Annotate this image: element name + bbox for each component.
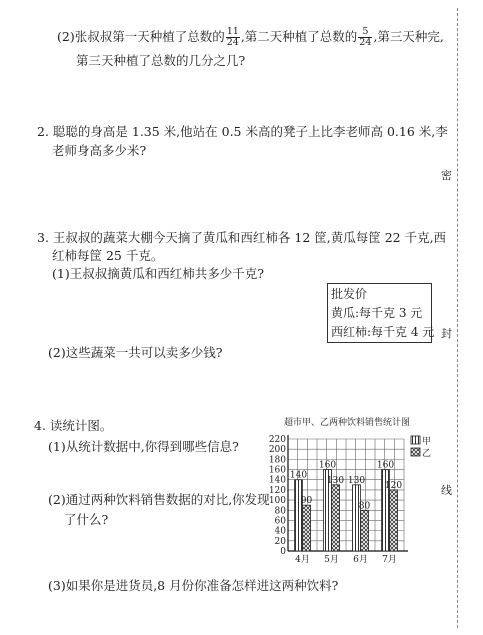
bar-乙-5月 (332, 485, 340, 551)
bar-value-label: 160 (376, 460, 395, 471)
x-tick-label: 4月 (295, 555, 310, 565)
bar-value-label: 120 (384, 480, 403, 491)
bar-value-label: 90 (300, 496, 313, 507)
chart-legend (411, 436, 431, 459)
bar-value-label: 140 (289, 470, 308, 481)
margin-mark-xian: 线 (441, 480, 452, 500)
q4-title: 4. 读统计图。 (34, 418, 113, 433)
fraction-11-24: $\frac{11}{24}$ (226, 26, 239, 48)
x-tick-label: 7月 (382, 555, 397, 565)
x-tick-label: 6月 (353, 555, 368, 565)
chart-title: 超市甲、乙两种饮料销售统计图 (284, 418, 411, 428)
q3-line2: 红柿每筐 25 千克。 (52, 248, 164, 263)
q3-line1: 3. 王叔叔的蔬菜大棚今天摘了黄瓜和西红柿各 12 筐,黄瓜每筐 22 千克,西 (37, 230, 447, 245)
y-tick-label: 0 (280, 547, 286, 557)
q4-part2-line2: 了什么? (64, 512, 109, 527)
beverage-sales-chart (264, 412, 444, 570)
price-tomato: 西红柿:每千克 4 元 (331, 325, 435, 339)
y-tick-label: 220 (268, 435, 286, 445)
y-tick-label: 20 (274, 536, 286, 547)
bar-乙-7月 (390, 490, 398, 551)
margin-mark-feng: 封 (441, 323, 452, 343)
y-tick-label: 60 (274, 516, 286, 527)
q2-line2: 老师身高多少米? (52, 143, 147, 158)
seal-line (457, 8, 458, 628)
y-tick-label: 140 (268, 475, 286, 486)
q1-part2-text-b: ,第二天种植了总数的 (240, 29, 358, 44)
y-tick-label: 40 (274, 526, 286, 537)
bar-value-label: 130 (347, 475, 366, 486)
legend-swatch-甲 (411, 436, 420, 444)
q3-part2: (2)这些蔬菜一共可以卖多少钱? (48, 345, 223, 360)
bar-value-label: 160 (318, 460, 337, 471)
y-tick-label: 120 (268, 485, 286, 496)
price-box-title: 批发价 (331, 287, 368, 301)
bar-甲-6月 (353, 485, 361, 551)
y-tick-label: 100 (268, 496, 286, 507)
bar-乙-6月 (361, 510, 369, 551)
bar-甲-4月 (295, 480, 303, 551)
bar-value-label: 80 (358, 501, 371, 512)
bar-value-label: 130 (326, 475, 345, 486)
y-tick-label: 200 (268, 445, 286, 456)
q4-part3: (3)如果你是进货员,8 月份你准备怎样进这两种饮料? (48, 578, 339, 593)
price-cucumber: 黄瓜:每千克 3 元 (331, 306, 423, 320)
q1-part2-text-a: (2)张叔叔第一天种植了总数的 (57, 29, 225, 44)
q1-part2-line1 (57, 27, 444, 48)
legend-swatch-乙 (411, 448, 420, 456)
y-tick-label: 180 (268, 455, 286, 466)
x-tick-label: 5月 (324, 555, 339, 565)
q3-part1: (1)王叔叔摘黄瓜和西红柿共多少千克? (52, 266, 264, 281)
q1-part2-text-c: ,第三天种完, (373, 29, 444, 44)
q2-line1: 2. 聪聪的身高是 1.35 米,他站在 0.5 米高的凳子上比李老师高 0.16 米,李 (37, 124, 448, 139)
margin-mark-mi: 密 (441, 165, 452, 185)
q1-part2-line2: 第三天种植了总数的几分之几? (76, 53, 246, 68)
y-tick-label: 160 (268, 465, 286, 476)
legend-label-乙: 乙 (422, 449, 432, 459)
q4-part2-line1: (2)通过两种饮料销售数据的对比,你发现 (48, 492, 270, 507)
y-tick-label: 80 (274, 506, 286, 517)
q4-part1: (1)从统计数据中,你得到哪些信息? (48, 439, 239, 454)
bar-乙-4月 (303, 505, 311, 551)
legend-label-甲: 甲 (422, 437, 432, 447)
fraction-5-24: $\frac{5}{24}$ (359, 26, 372, 48)
wholesale-price-box (327, 283, 435, 343)
